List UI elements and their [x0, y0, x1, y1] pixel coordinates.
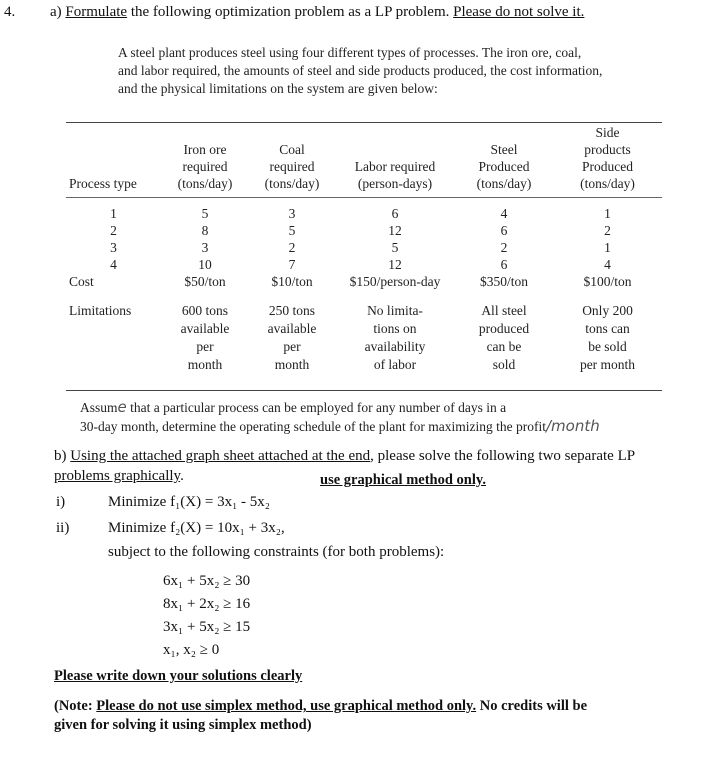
limitation-text: No limita- — [367, 303, 423, 318]
problem-label: ii) — [56, 520, 70, 536]
subject-to-text: subject to the following constraints (for both problems): — [108, 544, 445, 560]
handwritten-per-month: /month — [546, 417, 600, 435]
table-row — [66, 222, 662, 239]
limitation-text: of labor — [373, 357, 417, 372]
limitation-text: can be — [486, 339, 522, 354]
constraint: x₁, x₂ ≥ 0 — [163, 642, 220, 658]
limitation-text: sold — [492, 357, 516, 372]
header-labor — [335, 124, 455, 198]
objective-1: Minimize f₁(X) = 3x₁ - 5x₂ — [108, 494, 271, 510]
cost-label: Cost — [69, 274, 94, 289]
coal-cell: 7 — [288, 257, 296, 272]
formulate-word: Formulate — [65, 4, 128, 20]
do-not-solve-note: Please do not solve it. — [453, 4, 585, 20]
graph-sheet-instruction: Using the attached graph sheet attached at the end — [70, 448, 371, 464]
description-line: and the physical limitations on the system are given below: — [118, 81, 438, 96]
limitations-label: Limitations — [69, 303, 132, 318]
header-text: Produced — [478, 159, 530, 174]
limitation-cell — [249, 290, 335, 375]
limitation-text: Only 200 — [582, 303, 633, 318]
limitation-text: per month — [579, 357, 636, 372]
steel-cell: 2 — [500, 240, 508, 255]
coal-cell: 3 — [288, 206, 296, 221]
table-header-row — [66, 124, 662, 198]
part-a-heading — [50, 4, 584, 21]
header-text: Steel — [490, 142, 518, 157]
cost-cell: $100/ton — [583, 274, 632, 289]
header-iron-ore — [161, 124, 249, 198]
steel-cell: 6 — [500, 257, 508, 272]
cost-cell: $50/ton — [184, 274, 226, 289]
assume-text: that a particular process can be employed for any number of days in a — [126, 400, 507, 415]
note-text: (Note: — [54, 698, 97, 714]
part-a-label: a) — [50, 4, 62, 20]
header-text: (tons/day) — [264, 176, 320, 191]
constraints-list — [163, 570, 250, 662]
labor-cell: 12 — [388, 223, 402, 238]
header-text: required — [182, 159, 228, 174]
objective-2: Minimize f₂(X) = 10x₁ + 3x₂, — [108, 520, 285, 536]
process-type-cell: 2 — [110, 223, 117, 238]
side-products-cell: 1 — [604, 206, 611, 221]
iron-ore-cell: 3 — [201, 240, 209, 255]
question-number: 4. — [4, 4, 16, 20]
note-line: given for solving it using simplex method) — [54, 717, 312, 733]
constraint: 8x₁ + 2x₂ ≥ 16 — [163, 596, 251, 612]
header-text: (tons/day) — [476, 176, 532, 191]
labor-cell: 5 — [391, 240, 399, 255]
header-side-products — [553, 124, 662, 198]
note-underlined: Please do not use simplex method, use graphical method only. — [96, 698, 477, 714]
header-text: (tons/day) — [580, 176, 635, 191]
iron-ore-cell: 10 — [198, 257, 212, 272]
limitation-text: All steel — [481, 303, 527, 318]
table-row — [66, 239, 662, 256]
cost-cell: $350/ton — [479, 274, 528, 289]
limitation-text: produced — [478, 321, 530, 336]
table-row — [66, 198, 662, 223]
side-products-cell: 2 — [604, 223, 611, 238]
process-type-cell: 1 — [110, 206, 117, 221]
header-text: Produced — [582, 159, 633, 174]
limitation-cell — [553, 290, 662, 375]
table-top-rule — [66, 122, 662, 123]
limitation-text: month — [187, 357, 223, 372]
header-text: (tons/day) — [177, 176, 233, 191]
limitation-text: tons can — [585, 321, 630, 336]
part-b-text: . — [180, 468, 184, 484]
part-b-label: b) — [54, 448, 71, 464]
header-text: Coal — [279, 142, 305, 157]
header-coal — [249, 124, 335, 198]
limitation-text: be sold — [588, 339, 627, 354]
limitation-text: per — [283, 339, 301, 354]
note-line — [54, 697, 587, 716]
limitation-cell — [335, 290, 455, 375]
part-b-text: , please solve the following two separate LP — [370, 448, 636, 464]
limitation-text: availability — [364, 339, 426, 354]
limitation-text: month — [274, 357, 310, 372]
iron-ore-cell: 5 — [201, 206, 209, 221]
limitation-cell — [161, 290, 249, 375]
problem-label: i) — [56, 494, 66, 510]
assume-text: 30-day month, determine the operating schedule of the plant for maximizing the profit — [80, 419, 546, 434]
assume-line — [80, 417, 600, 436]
cost-row — [66, 273, 662, 290]
header-text: Labor required — [354, 159, 436, 174]
table-bottom-rule — [66, 390, 662, 391]
header-text: required — [269, 159, 315, 174]
side-products-cell: 1 — [604, 240, 611, 255]
header-text: Side — [595, 125, 620, 140]
coal-cell: 5 — [288, 223, 296, 238]
part-b-line — [54, 446, 635, 466]
assume-paragraph — [80, 398, 600, 436]
simplex-note — [54, 697, 587, 735]
limitation-text: 600 tons — [181, 303, 229, 318]
iron-ore-cell: 8 — [201, 223, 209, 238]
header-text: products — [584, 142, 631, 157]
steel-cell: 6 — [500, 223, 508, 238]
limitations-row — [66, 290, 662, 375]
limitation-text: per — [196, 339, 214, 354]
limitation-cell — [455, 290, 553, 375]
limitation-text: available — [180, 321, 230, 336]
header-text: Iron ore — [183, 142, 227, 157]
coal-cell: 2 — [288, 240, 296, 255]
process-type-cell: 3 — [110, 240, 117, 255]
steel-cell: 4 — [500, 206, 508, 221]
process-type-cell: 4 — [110, 257, 117, 272]
labor-cell: 6 — [391, 206, 399, 221]
cost-cell: $150/person-day — [349, 274, 441, 289]
note-text: No credits will be — [476, 698, 588, 714]
cost-cell: $10/ton — [271, 274, 313, 289]
process-data-table — [66, 124, 662, 375]
graphical-method-note: use graphical method only. — [320, 472, 486, 488]
header-text: (person-days) — [357, 176, 433, 191]
side-products-cell: 4 — [604, 257, 611, 272]
assume-text: Assum — [80, 400, 118, 415]
header-process-type — [66, 124, 161, 198]
description-line: and labor required, the amounts of steel and side products produced, the cost information, — [118, 63, 603, 78]
limitation-text: available — [267, 321, 317, 336]
assume-line — [80, 398, 600, 417]
write-clearly-note: Please write down your solutions clearly — [54, 668, 303, 684]
header-text: Process type — [69, 176, 137, 191]
table-row — [66, 256, 662, 273]
handwritten-correction: e — [117, 398, 127, 416]
limitation-text: tions on — [373, 321, 417, 336]
labor-cell: 12 — [388, 257, 402, 272]
header-steel — [455, 124, 553, 198]
part-a-instruction: the following optimization problem as a LP problem. — [127, 4, 454, 20]
problem-description — [118, 44, 602, 98]
description-line: A steel plant produces steel using four different types of processes. The iron ore, coal, — [118, 45, 582, 60]
limitation-text: 250 tons — [268, 303, 316, 318]
constraint: 6x₁ + 5x₂ ≥ 30 — [163, 573, 251, 589]
constraint: 3x₁ + 5x₂ ≥ 15 — [163, 619, 251, 635]
graphically-text: problems graphically — [54, 468, 181, 484]
